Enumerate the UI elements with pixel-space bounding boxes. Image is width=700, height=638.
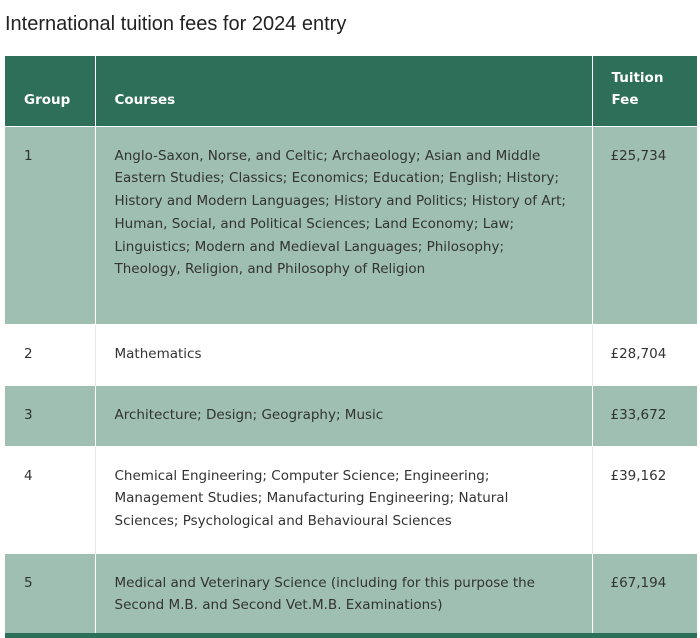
table-row: [5, 126, 697, 324]
table-row: [5, 553, 697, 637]
fee-cell: £39,162: [592, 446, 697, 553]
page-title: International tuition fees for 2024 entry: [5, 13, 347, 35]
fee-cell: £33,672: [592, 385, 697, 446]
header-group: Group: [5, 56, 95, 126]
tuition-fees-table: [5, 56, 697, 637]
group-cell: 2: [5, 324, 95, 385]
table-row: [5, 385, 697, 446]
table-row: [5, 446, 697, 553]
courses-cell: Mathematics: [95, 324, 592, 385]
table-row: [5, 324, 697, 385]
header-tuition-fee: Tuition Fee: [592, 56, 697, 126]
table-bottom-border: [5, 633, 697, 638]
courses-cell: Anglo-Saxon, Norse, and Celtic; Archaeology; Asian and Middle Eastern Studies; Classics; Economics; Education; English; History; History and Modern Languages; History and Politics; History of Art; Human, Social, and Political Sciences; Land Economy; Law; Linguistics; Modern and Medieval Languages; Philosophy; Theology, Religion, and Philosophy of Religion: [95, 126, 592, 324]
courses-cell: Medical and Veterinary Science (including for this purpose the Second M.B. and Second Vet.M.B. Examinations): [95, 553, 592, 637]
group-cell: 4: [5, 446, 95, 553]
header-courses: Courses: [95, 56, 592, 126]
courses-cell: Chemical Engineering; Computer Science; Engineering; Management Studies; Manufacturing Engineering; Natural Sciences; Psychological and Behavioural Sciences: [95, 446, 592, 553]
fee-cell: £25,734: [592, 126, 697, 324]
fee-cell: £67,194: [592, 553, 697, 637]
group-cell: 1: [5, 126, 95, 324]
courses-cell: Architecture; Design; Geography; Music: [95, 385, 592, 446]
table-header-row: [5, 56, 697, 126]
fee-cell: £28,704: [592, 324, 697, 385]
group-cell: 3: [5, 385, 95, 446]
group-cell: 5: [5, 553, 95, 637]
